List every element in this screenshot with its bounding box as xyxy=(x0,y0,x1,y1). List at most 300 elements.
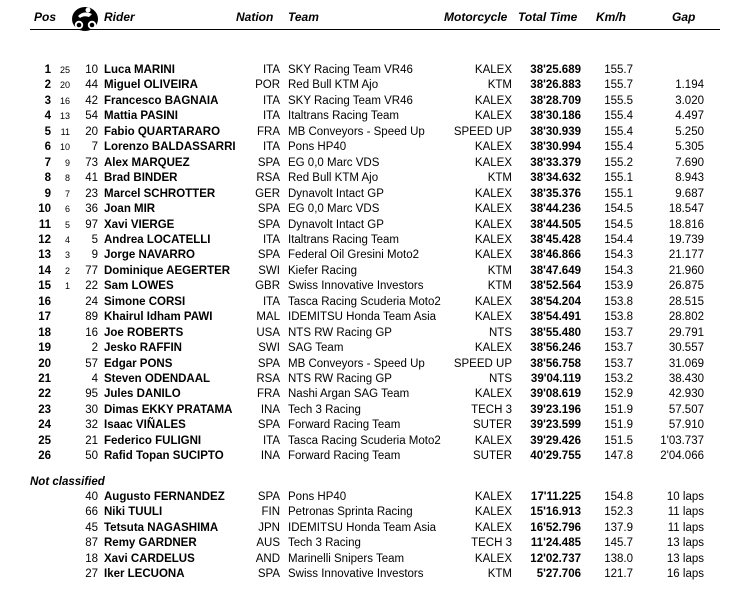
cell-team: Tasca Racing Scuderia Moto2 xyxy=(288,295,441,308)
cell-num: 23 xyxy=(85,187,98,200)
cell-kmh: 155.7 xyxy=(604,79,633,92)
cell-pts: 3 xyxy=(64,250,70,261)
cell-time: 38'26.883 xyxy=(530,79,581,92)
cell-gap: 2'04.066 xyxy=(660,450,704,463)
cell-pts: 4 xyxy=(64,234,70,245)
cell-pos: 14 xyxy=(38,264,51,277)
cell-team: NTS RW Racing GP xyxy=(288,373,392,385)
table-row xyxy=(0,341,745,357)
cell-rider: Marcel SCHROTTER xyxy=(104,187,216,200)
cell-kmh: 153.7 xyxy=(604,342,633,355)
cell-moto: KALEX xyxy=(474,552,512,565)
cell-num: 40 xyxy=(85,491,98,503)
cell-kmh: 151.9 xyxy=(604,403,633,416)
cell-kmh: 155.4 xyxy=(604,110,633,123)
cell-rider: Khairul Idham PAWI xyxy=(104,311,213,324)
cell-time: 38'25.689 xyxy=(530,64,581,76)
cell-pos: 19 xyxy=(38,342,51,355)
cell-moto: SPEED UP xyxy=(453,357,512,370)
cell-num: 66 xyxy=(85,506,98,519)
cell-rider: Isaac VIÑALES xyxy=(104,419,186,432)
cell-moto: KALEX xyxy=(474,295,512,308)
cell-kmh: 154.8 xyxy=(604,491,633,503)
cell-gap: 18.547 xyxy=(668,203,704,216)
cell-nation: SPA xyxy=(257,568,280,581)
cell-nation: INA xyxy=(260,403,280,416)
cell-team: Nashi Argan SAG Team xyxy=(288,388,410,401)
cell-pos: 23 xyxy=(38,403,51,416)
header-team: Team xyxy=(288,10,319,24)
table-row xyxy=(0,326,745,342)
cell-pts: 2 xyxy=(64,265,70,276)
table-row xyxy=(0,279,745,295)
cell-kmh: 155.1 xyxy=(604,187,633,200)
cell-num: 97 xyxy=(85,218,98,231)
cell-time: 39'04.119 xyxy=(530,373,581,385)
cell-num: 10 xyxy=(85,64,98,76)
cell-time: 38'30.939 xyxy=(530,125,581,138)
cell-rider: Dominique AEGERTER xyxy=(104,264,231,277)
cell-time: 38'56.758 xyxy=(530,357,581,370)
cell-time: 39'23.599 xyxy=(530,419,581,432)
cell-pts: 1 xyxy=(64,281,70,292)
table-row xyxy=(0,567,745,583)
cell-pos: 9 xyxy=(44,187,51,200)
cell-nation: ITA xyxy=(262,434,280,447)
cell-moto: KALEX xyxy=(474,94,512,107)
cell-rider: Lorenzo BALDASSARRI xyxy=(104,141,236,154)
cell-nation: SPA xyxy=(257,357,280,370)
cell-rider: Mattia PASINI xyxy=(104,110,178,123)
cell-moto: KALEX xyxy=(474,141,512,154)
cell-pts: 20 xyxy=(59,80,70,91)
cell-pts: 10 xyxy=(59,142,70,153)
cell-rider: Andrea LOCATELLI xyxy=(104,233,211,246)
cell-kmh: 151.5 xyxy=(604,434,633,447)
cell-moto: KALEX xyxy=(474,434,512,447)
cell-gap: 19.739 xyxy=(668,233,704,246)
cell-num: 5 xyxy=(91,233,98,246)
cell-nation: AUS xyxy=(256,537,280,550)
cell-rider: Tetsuta NAGASHIMA xyxy=(104,521,219,534)
cell-num: 16 xyxy=(85,326,98,339)
cell-gap: 7.690 xyxy=(675,156,704,169)
cell-moto: KALEX xyxy=(474,110,512,123)
cell-pos: 15 xyxy=(38,280,51,293)
cell-nation: INA xyxy=(260,450,280,463)
cell-num: 20 xyxy=(85,125,98,138)
cell-num: 32 xyxy=(85,419,98,432)
cell-nation: SPA xyxy=(257,419,280,432)
table-row xyxy=(0,418,745,434)
cell-num: 73 xyxy=(85,156,98,169)
cell-rider: Federico FULIGNI xyxy=(104,434,202,447)
cell-team: Tech 3 Racing xyxy=(288,537,361,550)
cell-pos: 20 xyxy=(38,357,51,370)
cell-gap: 1'03.737 xyxy=(660,434,704,447)
cell-kmh: 155.4 xyxy=(604,125,633,138)
cell-kmh: 152.3 xyxy=(604,506,633,519)
cell-team: Swiss Innovative Investors xyxy=(288,280,424,293)
table-row xyxy=(0,125,745,141)
cell-nation: SPA xyxy=(257,156,280,169)
cell-kmh: 153.7 xyxy=(604,326,633,339)
cell-nation: SPA xyxy=(257,218,280,231)
cell-gap: 21.960 xyxy=(668,264,704,277)
cell-kmh: 154.5 xyxy=(604,218,633,231)
cell-moto: SPEED UP xyxy=(453,125,512,138)
cell-moto: SUTER xyxy=(473,419,512,432)
cell-team: Red Bull KTM Ajo xyxy=(288,172,379,185)
cell-time: 38'35.376 xyxy=(530,187,581,200)
cell-pos: 26 xyxy=(38,450,51,463)
table-row xyxy=(0,264,745,280)
cell-kmh: 155.2 xyxy=(604,156,633,169)
table-row xyxy=(0,310,745,326)
cell-kmh: 153.9 xyxy=(604,280,633,293)
cell-gap: 42.930 xyxy=(668,388,704,401)
cell-moto: KALEX xyxy=(474,311,512,324)
cell-kmh: 154.5 xyxy=(604,203,633,216)
header-motorcycle: Motorcycle xyxy=(444,10,508,24)
cell-gap: 13 laps xyxy=(666,552,704,565)
cell-moto: KTM xyxy=(487,568,512,581)
cell-pos: 4 xyxy=(44,110,51,123)
cell-gap: 9.687 xyxy=(675,187,704,200)
cell-nation: ITA xyxy=(262,295,280,308)
cell-gap: 11 laps xyxy=(667,506,704,519)
cell-gap: 57.910 xyxy=(668,419,704,432)
cell-rider: Sam LOWES xyxy=(104,280,174,293)
cell-pos: 6 xyxy=(44,141,51,154)
cell-gap: 29.791 xyxy=(668,326,704,339)
table-row xyxy=(0,218,745,234)
cell-num: 27 xyxy=(85,568,98,581)
table-row xyxy=(0,505,745,521)
cell-rider: Remy GARDNER xyxy=(104,537,197,550)
cell-time: 39'29.426 xyxy=(530,434,581,447)
table-row xyxy=(0,78,745,94)
cell-kmh: 154.3 xyxy=(604,264,633,277)
cell-num: 41 xyxy=(85,172,98,185)
cell-gap: 38.430 xyxy=(668,373,704,385)
cell-gap: 16 laps xyxy=(666,568,704,581)
cell-moto: KALEX xyxy=(474,233,512,246)
cell-kmh: 153.2 xyxy=(604,373,633,385)
cell-pos: 11 xyxy=(38,218,51,231)
cell-time: 38'44.505 xyxy=(530,218,581,231)
cell-moto: TECH 3 xyxy=(471,403,512,416)
cell-gap: 8.943 xyxy=(675,172,704,185)
cell-gap: 57.507 xyxy=(668,403,704,416)
cell-pos: 7 xyxy=(44,156,51,169)
cell-time: 38'55.480 xyxy=(530,326,581,339)
cell-time: 11'24.485 xyxy=(530,537,581,550)
cell-moto: KALEX xyxy=(474,491,512,503)
cell-kmh: 121.7 xyxy=(604,568,633,581)
cell-pts: 6 xyxy=(64,204,70,215)
cell-pos: 10 xyxy=(38,203,51,216)
cell-kmh: 138.0 xyxy=(604,552,633,565)
cell-num: 87 xyxy=(85,537,98,550)
cell-team: Marinelli Snipers Team xyxy=(288,552,405,565)
cell-team: SKY Racing Team VR46 xyxy=(288,94,413,107)
table-row xyxy=(0,140,745,156)
cell-team: Italtrans Racing Team xyxy=(288,233,400,246)
cell-rider: Edgar PONS xyxy=(104,357,173,370)
cell-gap: 26.875 xyxy=(668,280,704,293)
cell-rider: Alex MARQUEZ xyxy=(104,156,190,169)
cell-time: 38'54.204 xyxy=(530,295,581,308)
cell-moto: KALEX xyxy=(474,506,512,519)
cell-nation: RSA xyxy=(256,373,280,385)
cell-num: 54 xyxy=(85,110,98,123)
cell-nation: ITA xyxy=(262,110,280,123)
cell-team: Tech 3 Racing xyxy=(288,403,361,416)
cell-kmh: 151.9 xyxy=(604,419,633,432)
cell-pos: 13 xyxy=(38,249,51,262)
table-row xyxy=(0,387,745,403)
header-total-time: Total Time xyxy=(518,10,578,24)
cell-gap: 3.020 xyxy=(675,94,704,107)
cell-num: 18 xyxy=(85,552,98,565)
cell-moto: KTM xyxy=(487,280,512,293)
table-row xyxy=(0,248,745,264)
cell-moto: TECH 3 xyxy=(471,537,512,550)
cell-nation: FRA xyxy=(257,388,280,401)
cell-nation: SPA xyxy=(257,203,280,216)
table-row xyxy=(0,295,745,311)
table-row xyxy=(0,202,745,218)
cell-team: Federal Oil Gresini Moto2 xyxy=(288,249,420,262)
cell-time: 17'11.225 xyxy=(530,491,581,503)
cell-gap: 5.305 xyxy=(675,141,704,154)
cell-gap: 1.194 xyxy=(675,79,704,92)
cell-team: EG 0,0 Marc VDS xyxy=(288,156,380,169)
cell-nation: ITA xyxy=(262,64,280,76)
cell-nation: GER xyxy=(255,187,280,200)
cell-num: 9 xyxy=(91,249,98,262)
cell-pos: 2 xyxy=(44,79,51,92)
cell-gap: 11 laps xyxy=(667,521,704,534)
cell-team: Swiss Innovative Investors xyxy=(288,568,424,581)
header-nation: Nation xyxy=(236,10,274,24)
cell-pos: 1 xyxy=(44,64,51,76)
cell-gap: 5.250 xyxy=(675,125,704,138)
cell-time: 40'29.755 xyxy=(530,450,581,463)
cell-time: 38'52.564 xyxy=(530,280,581,293)
cell-kmh: 154.3 xyxy=(604,249,633,262)
cell-pts: 7 xyxy=(64,188,70,199)
cell-time: 38'34.632 xyxy=(530,172,581,185)
cell-time: 38'46.866 xyxy=(530,249,581,262)
cell-team: SAG Team xyxy=(288,342,344,355)
cell-rider: Joan MIR xyxy=(104,203,156,216)
cell-nation: ITA xyxy=(262,233,280,246)
cell-time: 38'33.379 xyxy=(530,156,581,169)
cell-moto: KALEX xyxy=(474,521,512,534)
cell-num: 22 xyxy=(85,280,98,293)
cell-team: Pons HP40 xyxy=(288,491,347,503)
header-kmh: Km/h xyxy=(596,10,626,24)
cell-gap: 13 laps xyxy=(666,537,704,550)
cell-pos: 22 xyxy=(38,388,51,401)
cell-moto: KTM xyxy=(487,172,512,185)
cell-pos: 24 xyxy=(38,419,51,432)
cell-moto: KALEX xyxy=(474,218,512,231)
cell-rider: Steven ODENDAAL xyxy=(104,373,211,385)
cell-nation: USA xyxy=(256,326,280,339)
cell-nation: SPA xyxy=(257,491,280,503)
cell-rider: Fabio QUARTARARO xyxy=(104,125,221,138)
cell-rider: Iker LECUONA xyxy=(104,568,185,581)
cell-gap: 21.177 xyxy=(668,249,704,262)
cell-rider: Dimas EKKY PRATAMA xyxy=(104,403,233,416)
cell-time: 38'47.649 xyxy=(530,264,581,277)
cell-kmh: 153.8 xyxy=(604,295,633,308)
cell-kmh: 153.7 xyxy=(604,357,633,370)
cell-nation: JPN xyxy=(258,521,280,534)
cell-pos: 21 xyxy=(38,373,51,385)
cell-pts: 9 xyxy=(64,157,70,168)
cell-rider: Jules DANILO xyxy=(104,388,181,401)
cell-rider: Jorge NAVARRO xyxy=(104,249,195,262)
header-gap: Gap xyxy=(672,10,696,24)
cell-rider: Augusto FERNANDEZ xyxy=(104,491,225,503)
cell-gap: 28.515 xyxy=(668,295,704,308)
cell-team: EG 0,0 Marc VDS xyxy=(288,203,380,216)
cell-kmh: 155.4 xyxy=(604,141,633,154)
cell-moto: KALEX xyxy=(474,187,512,200)
table-row xyxy=(0,233,745,249)
cell-num: 21 xyxy=(85,434,98,447)
table-row xyxy=(0,171,745,187)
cell-time: 16'52.796 xyxy=(530,521,581,534)
cell-pos: 16 xyxy=(38,295,51,308)
cell-team: Dynavolt Intact GP xyxy=(288,187,384,200)
cell-time: 12'02.737 xyxy=(530,552,581,565)
table-row xyxy=(0,357,745,373)
cell-moto: NTS xyxy=(489,373,512,385)
cell-time: 38'54.491 xyxy=(530,311,581,324)
table-row xyxy=(0,94,745,110)
cell-num: 2 xyxy=(91,342,98,355)
cell-pts: 5 xyxy=(64,219,70,230)
cell-nation: SWI xyxy=(258,342,280,355)
cell-team: Red Bull KTM Ajo xyxy=(288,79,379,92)
cell-team: Pons HP40 xyxy=(288,141,347,154)
cell-time: 38'28.709 xyxy=(530,94,581,107)
cell-moto: KALEX xyxy=(474,64,512,76)
cell-num: 44 xyxy=(85,79,98,92)
cell-time: 38'56.246 xyxy=(530,342,581,355)
cell-nation: MAL xyxy=(256,311,280,324)
table-row xyxy=(0,552,745,568)
cell-gap: 31.069 xyxy=(668,357,704,370)
cell-num: 95 xyxy=(85,388,98,401)
cell-nation: FRA xyxy=(257,125,280,138)
cell-num: 42 xyxy=(85,94,98,107)
cell-pts: 16 xyxy=(59,95,70,106)
cell-time: 38'45.428 xyxy=(530,233,581,246)
table-row xyxy=(0,63,745,79)
cell-kmh: 153.8 xyxy=(604,311,633,324)
motorcycle-rider-icon xyxy=(70,4,100,32)
cell-time: 38'30.186 xyxy=(530,110,581,123)
cell-nation: SWI xyxy=(258,264,280,277)
cell-nation: FIN xyxy=(261,506,280,519)
cell-rider: Niki TUULI xyxy=(104,506,163,519)
cell-team: MB Conveyors - Speed Up xyxy=(288,357,425,370)
cell-team: IDEMITSU Honda Team Asia xyxy=(288,521,437,534)
table-row xyxy=(0,403,745,419)
cell-team: MB Conveyors - Speed Up xyxy=(288,125,425,138)
table-row xyxy=(0,109,745,125)
cell-rider: Jesko RAFFIN xyxy=(104,342,182,355)
cell-kmh: 155.7 xyxy=(604,64,633,76)
cell-team: Petronas Sprinta Racing xyxy=(288,506,413,519)
cell-time: 15'16.913 xyxy=(530,506,581,519)
cell-rider: Miguel OLIVEIRA xyxy=(104,79,198,92)
cell-num: 24 xyxy=(85,295,98,308)
header-rider: Rider xyxy=(104,10,135,24)
cell-moto: KALEX xyxy=(474,342,512,355)
cell-pos: 5 xyxy=(44,125,51,138)
cell-moto: KTM xyxy=(487,79,512,92)
cell-time: 39'08.619 xyxy=(530,388,581,401)
cell-pos: 3 xyxy=(44,94,51,107)
cell-gap: 4.497 xyxy=(675,110,704,123)
cell-gap: 18.816 xyxy=(668,218,704,231)
cell-nation: ITA xyxy=(262,141,280,154)
table-row xyxy=(0,536,745,552)
cell-nation: POR xyxy=(255,79,280,92)
cell-kmh: 145.7 xyxy=(604,537,633,550)
cell-team: NTS RW Racing GP xyxy=(288,326,392,339)
cell-nation: SPA xyxy=(257,249,280,262)
cell-rider: Simone CORSI xyxy=(104,295,186,308)
cell-time: 38'44.236 xyxy=(530,203,581,216)
cell-pos: 25 xyxy=(38,434,51,447)
header-pos: Pos xyxy=(34,10,57,24)
cell-team: Tasca Racing Scuderia Moto2 xyxy=(288,434,441,447)
cell-time: 39'23.196 xyxy=(530,403,581,416)
cell-kmh: 155.1 xyxy=(604,172,633,185)
table-row xyxy=(0,449,745,465)
cell-team: Dynavolt Intact GP xyxy=(288,218,384,231)
cell-num: 4 xyxy=(91,373,98,385)
cell-num: 30 xyxy=(85,403,98,416)
cell-moto: KALEX xyxy=(474,203,512,216)
cell-num: 45 xyxy=(85,521,98,534)
cell-pos: 12 xyxy=(38,233,51,246)
table-row xyxy=(0,156,745,172)
cell-nation: AND xyxy=(255,552,280,565)
cell-gap: 30.557 xyxy=(668,342,704,355)
table-row xyxy=(0,434,745,450)
cell-num: 89 xyxy=(85,311,98,324)
table-row xyxy=(0,187,745,203)
cell-nation: GBR xyxy=(255,280,280,293)
cell-rider: Xavi CARDELUS xyxy=(104,552,195,565)
cell-moto: KALEX xyxy=(474,388,512,401)
cell-kmh: 147.8 xyxy=(604,450,633,463)
cell-rider: Francesco BAGNAIA xyxy=(104,94,219,107)
cell-num: 36 xyxy=(85,203,98,216)
table-row xyxy=(0,372,745,388)
cell-moto: NTS xyxy=(489,326,512,339)
cell-rider: Luca MARINI xyxy=(104,64,175,76)
